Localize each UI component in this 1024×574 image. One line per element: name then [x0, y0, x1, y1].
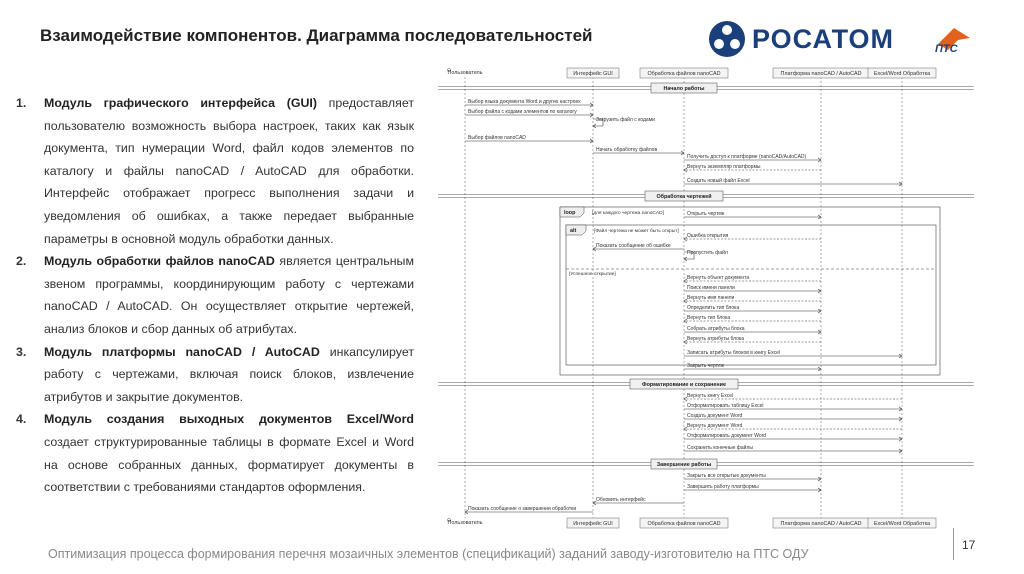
- rosatom-emblem-icon: [708, 20, 746, 58]
- list-item: [16, 408, 414, 498]
- message-label: Вернуть имя панели: [687, 295, 735, 301]
- section-label: Завершение работы: [656, 462, 712, 468]
- loop-guard: [для каждого чертежа nanoCAD]: [592, 211, 664, 216]
- item-heading: Модуль платформы nanoCAD / AutoCAD: [44, 344, 320, 359]
- alt-label: alt: [570, 228, 577, 234]
- item-heading: Модуль обработки файлов nanoCAD: [44, 254, 275, 269]
- message-label: Поиск имени панели: [687, 285, 735, 291]
- participant-label: Excel/Word Обработка: [873, 71, 931, 77]
- message-label: Записать атрибуты блоков в книгу Excel: [687, 350, 781, 356]
- item-heading: Модуль создания выходных документов Excel/Word: [44, 412, 414, 427]
- item-text: создает структурированные таблицы в формате Excel и Word на основе собранных данных, форматирует документы в соответствии с требованиями стандартов оформления.: [44, 434, 414, 495]
- message-label: Отформатировать документ Word: [687, 433, 767, 439]
- message-label: Вернуть экземпляр платформы: [687, 164, 761, 170]
- else-guard: [Успешное открытие]: [569, 272, 616, 277]
- page-title: Взаимодействие компонентов. Диаграмма последовательностей: [40, 26, 593, 45]
- sequence-diagram: [428, 63, 984, 533]
- message-label: Закрыть чертеж: [687, 363, 725, 369]
- loop-label: loop: [564, 210, 576, 216]
- participant-label: Интерфейс GUI: [573, 521, 613, 527]
- footer-divider: [953, 528, 954, 560]
- item-number: 1.: [16, 96, 27, 110]
- message-label: Выбор файла с кодами элементов по каталогу: [468, 109, 577, 115]
- participant-label: Пользователь: [447, 520, 483, 526]
- item-number: 2.: [16, 254, 27, 269]
- message-label: Начать обработку файлов: [596, 147, 658, 153]
- message-label: Загрузить файл с кодами: [596, 117, 655, 123]
- component-list: [16, 92, 414, 499]
- message-label: Получить доступ к платформе (nanoCAD/AutoCAD): [687, 154, 807, 160]
- message-label: Сохранить конечные файлы: [687, 445, 753, 451]
- message-label: Определить тип блока: [687, 305, 740, 311]
- message-label: Собрать атрибуты блока: [687, 326, 745, 332]
- rosatom-logo: [708, 20, 894, 58]
- section-label: Форматирование и сохранение: [642, 382, 726, 388]
- pts-logo-text: ПТС: [935, 43, 958, 55]
- participant-label: Excel/Word Обработка: [873, 521, 931, 527]
- participant-label: Пользователь: [447, 70, 483, 76]
- participant-label: Платформа nanoCAD / AutoCAD: [780, 71, 862, 77]
- section-label: Обработка чертежей: [656, 194, 712, 200]
- message-label: Завершить работу платформы: [687, 484, 759, 490]
- message-label: Пропустить файл: [687, 250, 728, 256]
- participant-label: Интерфейс GUI: [573, 71, 613, 77]
- message-label: Вернуть атрибуты блока: [687, 336, 744, 342]
- list-item: [16, 92, 414, 250]
- alt-guard: [Файл чертежа не может быть открыт]: [594, 229, 679, 234]
- item-text: предоставляет пользователю возможность выбора настроек, таких как язык документа, тип нумерации Word, файл кодов элементов по каталогу и файлы nanoCAD / AutoCAD для обработки. Интерфейс отображает прогресс выполнения задачи и уведомления об ошибках, а также передает выбранные параметры в основной модуль обработки данных.: [44, 96, 414, 246]
- message-label: Открыть чертеж: [687, 211, 725, 217]
- message-label: Отформатировать таблицу Excel: [687, 403, 764, 409]
- message-label: Выбор языка документа Word и других настроек: [468, 99, 581, 105]
- list-item: [16, 250, 414, 340]
- footer-text: Оптимизация процесса формирования перечня мозаичных элементов (спецификаций) заданий заводу-изготовителю на ПТС ОДУ: [48, 547, 809, 561]
- item-number: 3.: [16, 344, 27, 359]
- message-label: Вернуть документ Word: [687, 423, 743, 429]
- message-label: Вернуть книгу Excel: [687, 393, 734, 399]
- message-label: Показать сообщение о завершении обработки: [468, 506, 577, 512]
- message-label: Обновить интерфейс: [596, 497, 646, 503]
- message-label: Вернуть объект документа: [687, 275, 750, 281]
- item-number: 4.: [16, 412, 27, 427]
- participant-label: Платформа nanoCAD / AutoCAD: [780, 521, 862, 527]
- message-label: Создать документ Word: [687, 413, 743, 419]
- message-label: Ошибка открытия: [687, 233, 729, 239]
- item-text: инкапсулирует работу с чертежами, включая поиск блоков, извлечение атрибутов и закрытие документов.: [44, 344, 414, 404]
- section-label: Начало работы: [663, 86, 705, 92]
- message-label: Выбор файлов nanoCAD: [468, 135, 526, 141]
- message-label: Создать новый файл Excel: [687, 178, 750, 184]
- page-number: 17: [962, 538, 976, 552]
- message-label: Показать сообщение об ошибке: [596, 243, 671, 249]
- item-text: является центральным звеном программы, координирующим работу с чертежами nanoCAD / AutoCAD. Он осуществляет открытие чертежей, анализ блоков и сбор данных об атрибутах.: [44, 254, 414, 336]
- participant-label: Обработка файлов nanoCAD: [647, 71, 721, 77]
- item-heading: Модуль графического интерфейса (GUI): [44, 96, 317, 110]
- message-label: Вернуть тип блока: [687, 315, 731, 321]
- logo-text: РОСАТОМ: [752, 23, 894, 54]
- message-label: Закрыть все открытые документы: [687, 473, 766, 479]
- participant-label: Обработка файлов nanoCAD: [647, 521, 721, 527]
- list-item: [16, 341, 414, 409]
